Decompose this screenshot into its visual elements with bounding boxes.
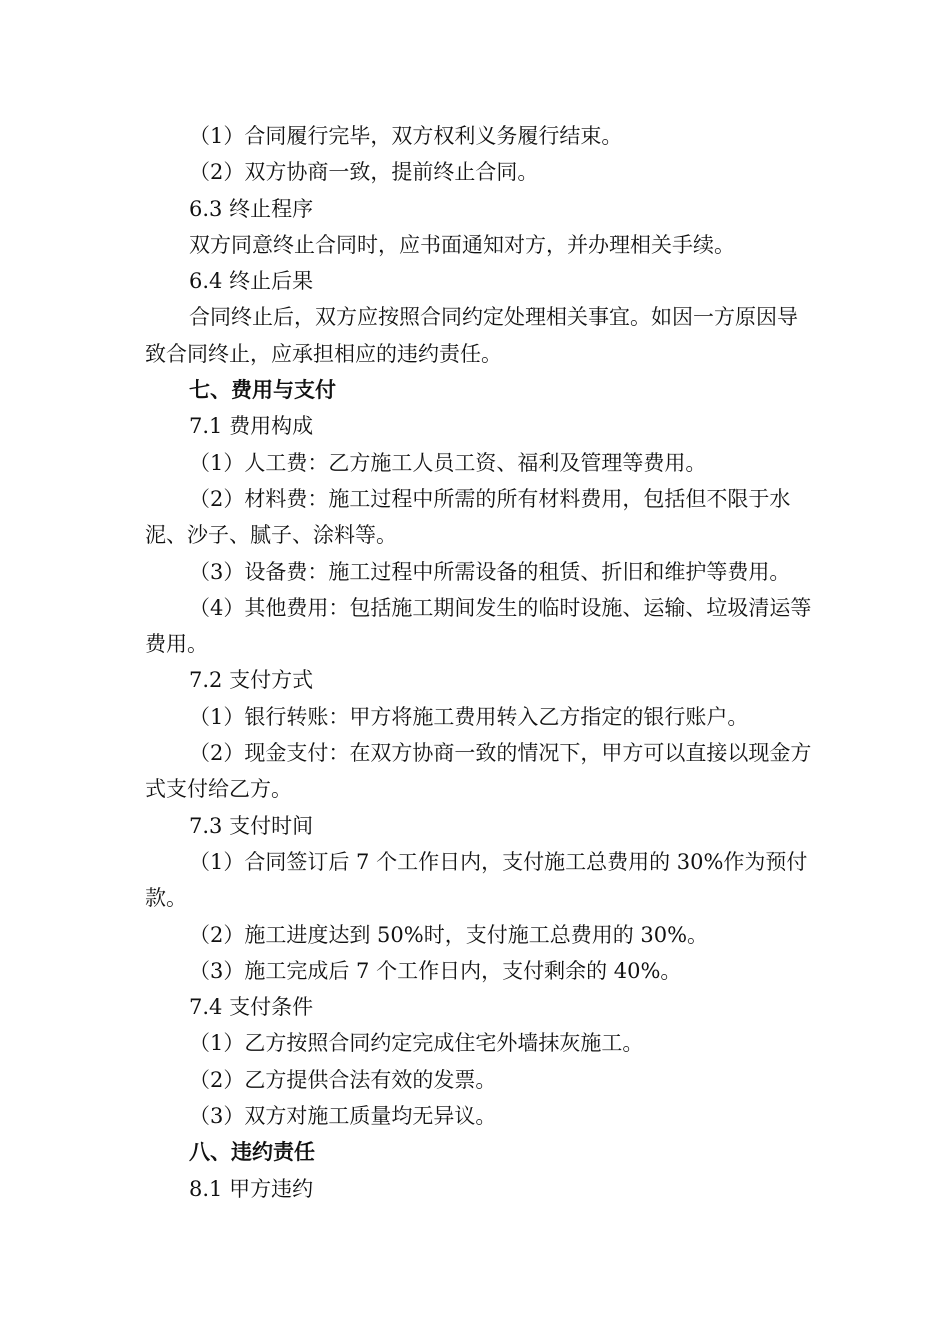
section-heading: 7.2 支付方式 <box>189 668 314 693</box>
paragraph: 合同终止后，双方应按照合同约定处理相关事宜。如因一方原因导致合同终止，应承担相应的违约责任。 <box>145 305 798 366</box>
list-item: （3）施工完成后 7 个工作日内，支付剩余的 40%。 <box>189 958 682 983</box>
paragraph: 双方同意终止合同时，应书面通知对方，并办理相关手续。 <box>189 232 735 257</box>
chapter-heading: 八、违约责任 <box>189 1140 315 1165</box>
list-item: （3）设备费：施工过程中所需设备的租赁、折旧和维护等费用。 <box>189 559 791 584</box>
list-item: （1）银行转账：甲方将施工费用转入乙方指定的银行账户。 <box>189 704 749 729</box>
section-heading: 6.4 终止后果 <box>189 269 314 294</box>
list-item: （1）合同履行完毕，双方权利义务履行结束。 <box>189 124 623 148</box>
section-heading: 7.3 支付时间 <box>189 813 314 838</box>
list-item: （2）双方协商一致，提前终止合同。 <box>189 160 539 185</box>
list-item: （2）材料费：施工过程中所需的所有材料费用，包括但不限于水泥、沙子、腻子、涂料等。 <box>145 486 791 548</box>
section-heading: 7.4 支付条件 <box>189 995 314 1020</box>
list-item: （2）乙方提供合法有效的发票。 <box>189 1067 497 1092</box>
chapter-heading: 七、费用与支付 <box>189 378 336 403</box>
document-body <box>145 118 815 1207</box>
list-item: （2）施工进度达到 50%时，支付施工总费用的 30%。 <box>189 922 709 947</box>
section-heading: 8.1 甲方违约 <box>189 1176 314 1201</box>
list-item: （2）现金支付：在双方协商一致的情况下，甲方可以直接以现金方式支付给乙方。 <box>145 741 812 802</box>
section-heading: 6.3 终止程序 <box>189 196 314 221</box>
list-item: （3）双方对施工质量均无异议。 <box>189 1104 497 1129</box>
list-item: （1）乙方按照合同约定完成住宅外墙抹灰施工。 <box>189 1031 644 1056</box>
list-item: （4）其他费用：包括施工期间发生的临时设施、运输、垃圾清运等费用。 <box>145 595 812 657</box>
list-item: （1）人工费：乙方施工人员工资、福利及管理等费用。 <box>189 450 707 475</box>
list-item: （1）合同签订后 7 个工作日内，支付施工总费用的 30%作为预付款。 <box>145 849 808 911</box>
section-heading: 7.1 费用构成 <box>189 414 314 439</box>
